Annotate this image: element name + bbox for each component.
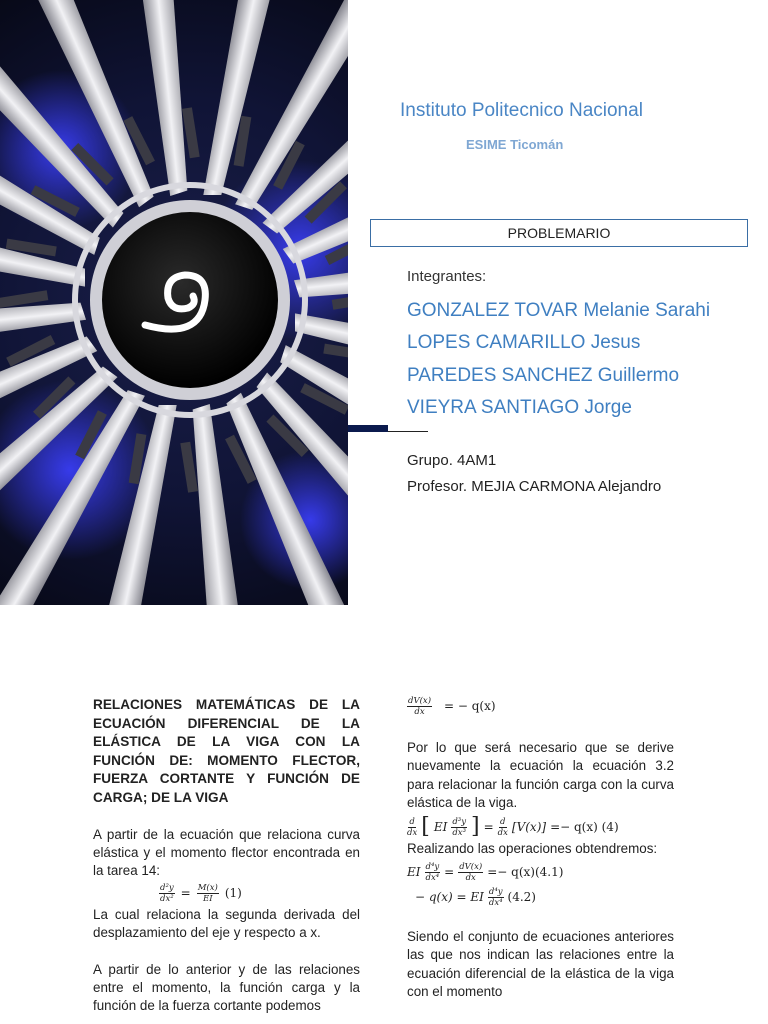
divider-line bbox=[388, 431, 428, 432]
group-label: Grupo. 4AM1 bbox=[407, 452, 497, 469]
school-name: ESIME Ticomán bbox=[466, 137, 564, 152]
equation-0: $\frac{dV(x)}{dx}$ = − q(x) bbox=[408, 696, 496, 717]
right-column bbox=[407, 696, 674, 1002]
member-name: VIEYRA SANTIAGO Jorge bbox=[407, 396, 632, 418]
member-name: GONZALEZ TOVAR Melanie Sarahi bbox=[407, 300, 711, 321]
section-heading: RELACIONES MATEMÁTICAS DE LA ECUACIÓN DIFERENCIAL DE LA ELÁSTICA DE LA VIGA CON LA FUNCIÓN DE: MOMENTO FLECTOR, FUERZA CORTANTE Y FUNCIÓN DE CARGA; DE LA VIGA bbox=[93, 697, 360, 805]
fraction: $\frac{dV(x)}{dx}$ bbox=[408, 696, 432, 717]
member-name: PAREDES SANCHEZ Guillermo bbox=[407, 364, 680, 386]
fraction: $\frac{d}{dx}$ bbox=[407, 816, 418, 838]
left-column bbox=[93, 696, 360, 1016]
fraction: $\frac{\text{d³y}}{\text{dx³}}$ bbox=[452, 816, 466, 838]
paragraph: La cual relaciona la segunda derivada del desplazamiento del eje y respecto a x. bbox=[93, 906, 360, 941]
members-label: Integrantes: bbox=[407, 268, 487, 285]
paragraph: A partir de la ecuación que relaciona curva elástica y el momento flector encontrada en la tarea 14: bbox=[93, 826, 360, 879]
turbine-fan-image bbox=[0, 0, 348, 605]
equation-4: $\frac{d}{dx}$ [ EI $\frac{\text{d³y}}{\text{dx³}}$ ] = $\frac{d}{dx}$ [V(x)] =− q(x) (4) bbox=[407, 813, 619, 839]
professor-label: Profesor. MEJIA CARMONA Alejandro bbox=[407, 478, 662, 495]
fraction: $\frac{\text{d⁴y}}{\text{dx⁴}}$ bbox=[425, 862, 440, 884]
member-name: LOPES CAMARILLO Jesus bbox=[407, 332, 641, 354]
paragraph: Siendo el conjunto de ecuaciones anteriores las que nos indican las relaciones entre la ecuación diferencial de la elástica de la viga con el momento bbox=[407, 929, 674, 1000]
paragraph: Por lo que será necesario que se derive nuevamente la ecuación la ecuación 3.2 para relacionar la función carga con la curva elástica de la viga. bbox=[407, 740, 674, 811]
document-type-banner: PROBLEMARIO bbox=[370, 219, 748, 247]
members-list bbox=[407, 295, 710, 424]
divider-bar bbox=[348, 425, 388, 432]
fraction: $\frac{d}{dx}$ bbox=[497, 816, 508, 838]
fraction: $\frac{M(x)}{EI}$ bbox=[197, 882, 218, 904]
institution-name: Instituto Politecnico Nacional bbox=[400, 100, 643, 121]
equation-4-2: − q(x) = EI $\frac{\text{d⁴y}}{\text{dx⁴}}$ (4.2) bbox=[415, 887, 536, 909]
equation-4-1: EI $\frac{\text{d⁴y}}{\text{dx⁴}}$ = $\frac{dV(x)}{dx}$ =− q(x)(4.1) bbox=[407, 862, 564, 884]
equation-1: $\frac{\text{d²y}}{\text{dx²}}$ = $\frac{M(x)}{EI}$ (1) bbox=[160, 882, 242, 904]
fraction: $\frac{dV(x)}{dx}$ bbox=[459, 862, 483, 884]
fraction: $\frac{\text{d²y}}{\text{dx²}}$ bbox=[160, 882, 174, 904]
paragraph: A partir de lo anterior y de las relaciones entre el momento, la función carga y la función de la fuerza cortante podemos bbox=[93, 961, 360, 1014]
paragraph: Realizando las operaciones obtendremos: bbox=[407, 840, 658, 856]
fraction: $\frac{\text{d⁴y}}{\text{dx⁴}}$ bbox=[488, 887, 503, 909]
